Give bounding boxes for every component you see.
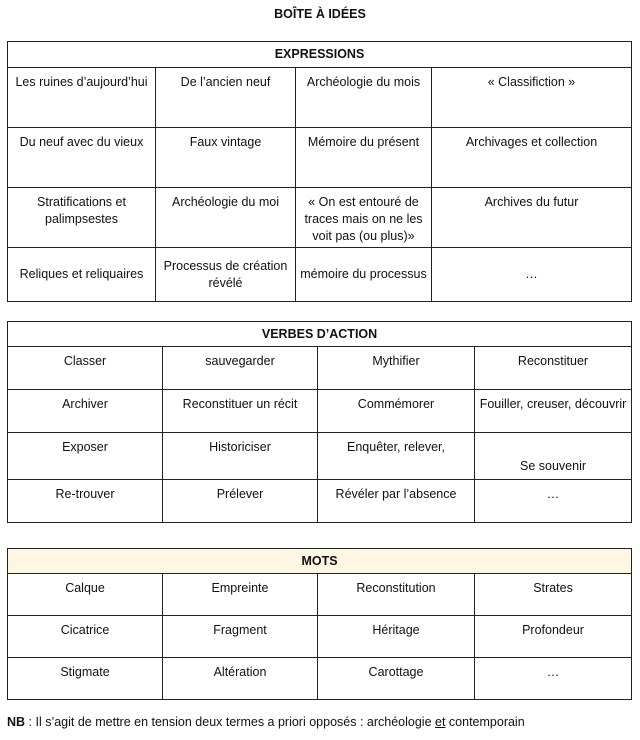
- table-row: [8, 574, 632, 616]
- table-cell: Mémoire du présent: [296, 128, 432, 188]
- table-cell: Altération: [163, 658, 318, 700]
- table-cell: Commémorer: [318, 390, 475, 433]
- table-cell: Archiver: [8, 390, 163, 433]
- note-conj: et: [435, 715, 446, 729]
- table-cell: Mythifier: [318, 347, 475, 390]
- table-cell: Archivages et collection: [432, 128, 632, 188]
- mots-table: [7, 548, 632, 700]
- table-cell: « Classifiction »: [432, 68, 632, 128]
- table-cell: Re-trouver: [8, 480, 163, 523]
- table-cell: Fouiller, creuser, découvrir: [475, 390, 632, 433]
- table-row: [8, 480, 632, 523]
- table-cell: mémoire du processus: [296, 248, 432, 302]
- table-cell: Classer: [8, 347, 163, 390]
- table-cell: Prélever: [163, 480, 318, 523]
- table-cell: « On est entouré de traces mais on ne les voit pas (ou plus)»: [296, 188, 432, 248]
- table-cell: Stigmate: [8, 658, 163, 700]
- footnote: [7, 715, 525, 729]
- table-row: [8, 390, 632, 433]
- table-cell: Se souvenir: [475, 433, 632, 480]
- expressions-table: [7, 41, 632, 302]
- table-row: [8, 347, 632, 390]
- table-row: [8, 128, 632, 188]
- table-row: [8, 188, 632, 248]
- table-cell: Héritage: [318, 616, 475, 658]
- table-cell: Cicatrice: [8, 616, 163, 658]
- table-cell: Révéler par l’absence: [318, 480, 475, 523]
- table-cell: Faux vintage: [156, 128, 296, 188]
- table-row: [8, 658, 632, 700]
- table-cell: Du neuf avec du vieux: [8, 128, 156, 188]
- note-end: contemporain: [445, 715, 525, 729]
- note-label: NB: [7, 715, 26, 729]
- table-cell: …: [432, 248, 632, 302]
- table-cell: Archéologie du mois: [296, 68, 432, 128]
- table-cell: Enquêter, relever,: [318, 433, 475, 480]
- mots-heading: MOTS: [8, 549, 632, 574]
- table-row: [8, 616, 632, 658]
- table-cell: …: [475, 658, 632, 700]
- table-cell: Empreinte: [163, 574, 318, 616]
- table-cell: Exposer: [8, 433, 163, 480]
- table-row: [8, 248, 632, 302]
- table-cell: Reconstituer: [475, 347, 632, 390]
- table-cell: …: [475, 480, 632, 523]
- table-cell: Stratifications et palimpsestes: [8, 188, 156, 248]
- table-cell: Strates: [475, 574, 632, 616]
- table-cell: Archives du futur: [432, 188, 632, 248]
- table-cell: Calque: [8, 574, 163, 616]
- verbes-table: [7, 321, 632, 523]
- table-cell: Processus de création révélé: [156, 248, 296, 302]
- table-cell: Profondeur: [475, 616, 632, 658]
- table-cell: Historiciser: [163, 433, 318, 480]
- table-cell: Fragment: [163, 616, 318, 658]
- table-cell: De l’ancien neuf: [156, 68, 296, 128]
- table-cell: Carottage: [318, 658, 475, 700]
- verbes-heading: VERBES D’ACTION: [8, 322, 632, 347]
- table-cell: Reconstitution: [318, 574, 475, 616]
- table-cell: Reconstituer un récit: [163, 390, 318, 433]
- table-cell: Les ruines d’aujourd’hui: [8, 68, 156, 128]
- expressions-heading: EXPRESSIONS: [8, 42, 632, 68]
- table-row: [8, 68, 632, 128]
- note-text: : Il s’agit de mettre en tension deux termes a priori opposés : archéologie: [25, 715, 436, 729]
- table-cell: Archéologie du moi: [156, 188, 296, 248]
- table-row: [8, 433, 632, 480]
- table-cell: sauvegarder: [163, 347, 318, 390]
- page-title: BOÎTE À IDÉES: [274, 7, 366, 21]
- table-cell: Reliques et reliquaires: [8, 248, 156, 302]
